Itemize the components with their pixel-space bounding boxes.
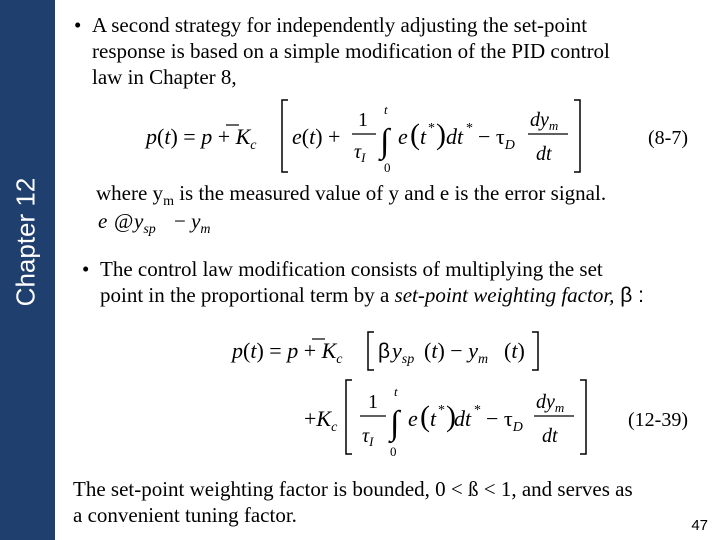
svg-text:ysp: $y_{sp}$ [392,338,415,367]
svg-text:e: e [408,406,418,431]
svg-text:dt: dt [446,124,464,149]
svg-text:− τD: − $\tau_D$ [478,124,515,153]
svg-text:*: * [466,121,473,136]
svg-text:τI: $\tau_I$ [362,425,374,449]
closing-line: The set-point weighting factor is bounded, 0 < ß < 1, and serves as [73,477,633,501]
bullet-text: β : [614,284,645,307]
svg-text:τI: $\tau_I$ [354,141,366,165]
svg-text:0: 0 [390,444,397,459]
svg-text:∫: ∫ [380,123,390,160]
svg-text:@: @ [114,209,134,233]
bullet-text: point in the proportional term by a [100,283,395,307]
bullet-line: A second strategy for independently adjusting the set-point [92,13,588,37]
svg-text:t: t [394,384,398,399]
bullet-strategy [74,12,712,90]
bullet-line: The control law modification consists of multiplying the set [100,257,603,281]
svg-text:*: * [428,121,435,136]
svg-text:β: β [378,340,391,363]
svg-text:∫: ∫ [390,405,400,442]
equation-tag: (12-39) [628,409,688,431]
svg-text:p(t) = p + Kc: $p(t) = p + K_c$ [232,338,343,367]
svg-text:e: e [98,209,108,233]
svg-text:(t): (t) [504,338,525,363]
svg-text:1: 1 [368,391,378,413]
svg-text:dym: $dy_m$ [530,109,559,133]
svg-text:ysp: $y_{sp}$ [134,209,156,237]
svg-text:p(t) = p + Kc: $p(t) = p + K_c$ [146,124,257,153]
equation-12-39-line1 [228,328,558,376]
svg-text:− τD: − $\tau_D$ [486,406,523,435]
svg-text:0: 0 [384,160,391,175]
svg-text:t: t [384,102,388,117]
svg-text:*: * [474,403,481,418]
svg-text:dt: dt [454,406,472,431]
bullet-dot: • [74,13,82,37]
bullet-dot: • [82,257,90,281]
svg-text:(t) − ym: $(t) - y_m$ [424,338,489,367]
svg-text:(: ( [410,118,420,151]
svg-text:(: ( [420,400,430,433]
svg-text:t: t [420,124,427,149]
svg-text:): ) [446,400,456,433]
svg-text:t: t [430,406,437,431]
svg-text:− ym: − $y_m$ [174,209,211,237]
svg-text:e: e [398,124,408,149]
svg-text:dym: $dy_m$ [536,391,565,415]
where-prefix: where y [96,181,164,205]
bullet-line [100,282,720,309]
bullet-line: law in Chapter 8, [92,65,237,89]
svg-text:*: * [438,403,445,418]
chapter-sidebar [0,0,55,540]
chapter-label: Chapter 12 [10,177,41,307]
closing-text [73,476,718,528]
equation-8-7 [140,96,710,178]
svg-text:+Kc: $+K_c$ [304,406,338,435]
equation-12-39-line2 [300,376,710,460]
svg-text:e(t) +: e(t) + [292,124,341,149]
svg-text:dt: dt [536,143,552,165]
svg-text:1: 1 [358,109,368,131]
where-sub: m [163,194,174,210]
bullet-line: response is based on a simple modification of the PID control [92,39,610,63]
error-definition [96,204,236,240]
page-number: 47 [691,517,708,534]
bullet-italic-text: set-point weighting factor, [394,283,615,307]
svg-text:dt: dt [542,425,558,447]
closing-line: a convenient tuning factor. [73,503,297,527]
where-suffix: is the measured value of y and e is the error signal. [173,181,607,205]
bullet-modification [82,256,720,309]
svg-text:): ) [436,118,446,151]
equation-tag: (8-7) [648,127,688,149]
